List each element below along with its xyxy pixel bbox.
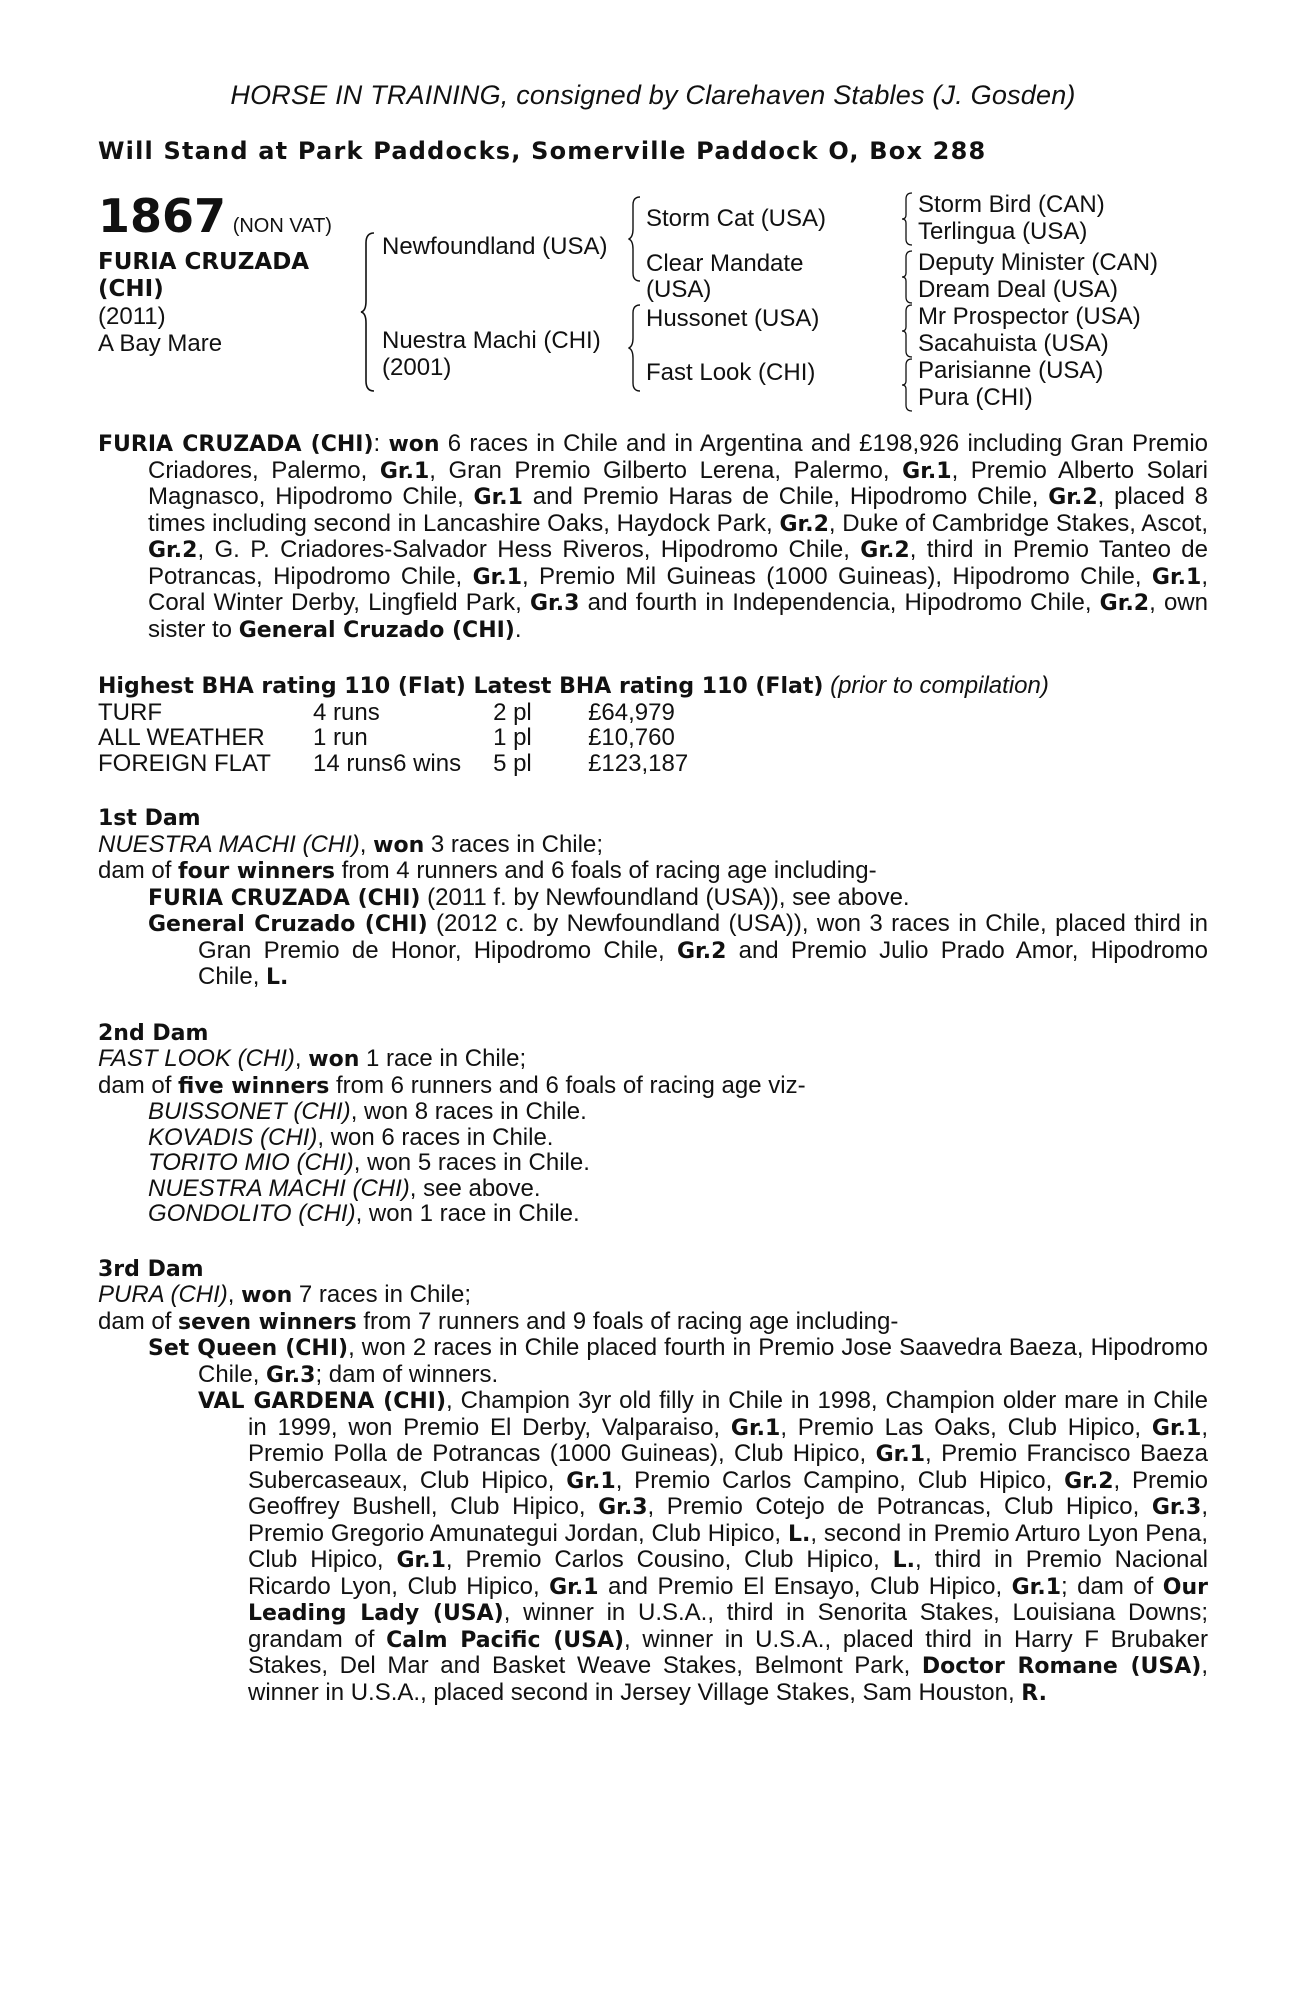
- record-text: , own sister to: [148, 589, 1208, 643]
- progeny-text: ; dam of: [1061, 1572, 1163, 1600]
- progeny-name: Calm Pacific (USA): [386, 1627, 625, 1653]
- progeny-name: Doctor Romane (USA): [921, 1654, 1202, 1679]
- placed-count: 1 pl: [493, 724, 532, 751]
- pedigree-block: [98, 191, 1208, 431]
- catalogue-page: [98, 80, 1208, 1706]
- grade: Gr.3: [529, 591, 580, 616]
- progeny-entry: [98, 1201, 1208, 1227]
- grade: Gr.2: [148, 538, 198, 563]
- pedigree-brace-g3-1: [901, 191, 917, 247]
- runs-count: 4 runs: [313, 698, 380, 726]
- first-dam-heading: 1st Dam: [98, 806, 201, 831]
- third-dam-produce: [98, 1309, 1208, 1336]
- dsd-name: Sacahuista (USA): [918, 330, 1109, 357]
- progeny-text: , won 6 races in Chile.: [317, 1123, 554, 1151]
- grade: Gr.1: [1151, 564, 1202, 590]
- catalogue-body: [98, 431, 1208, 1706]
- dam-year: (2001): [382, 354, 452, 381]
- progeny-text: , Premio Francisco Baeza Subercaseaux, Club Hipico,: [248, 1440, 1208, 1494]
- progeny-text: , winner in U.S.A., third in Senorita Stakes, Louisiana Downs; grandam of: [248, 1599, 1208, 1653]
- vat-status: (NON VAT): [232, 215, 332, 237]
- progeny-text: ; dam of winners.: [315, 1360, 499, 1388]
- grade: Gr.2: [1064, 1468, 1114, 1494]
- surface-label: FOREIGN FLAT: [98, 749, 271, 777]
- horse-year: (2011): [98, 303, 166, 330]
- grade: Gr.1: [730, 1415, 781, 1441]
- pedigree-brace-g3-3: [901, 303, 917, 359]
- second-dam-line: FAST LOOK (CHI), won 1 race in Chile;: [98, 1045, 527, 1072]
- progeny-name: FURIA CRUZADA (CHI): [148, 885, 421, 911]
- record-text: and fourth in Independencia, Hipodromo Chile,: [579, 589, 1100, 616]
- dam-sire: Hussonet (USA): [646, 305, 820, 332]
- surface-label: ALL WEATHER: [98, 724, 265, 751]
- second-dam-produce: [98, 1073, 1208, 1100]
- grade: Gr.1: [549, 1574, 599, 1600]
- earnings-value: £10,760: [588, 724, 675, 751]
- record-text: , Gran Premio Gilberto Lerena, Palermo,: [429, 456, 903, 484]
- rating-note: (prior to compilation): [830, 672, 1049, 699]
- progeny-entry: [98, 885, 1208, 912]
- dam-text: 1 race in Chile;: [359, 1045, 527, 1072]
- progeny-entry: [98, 1099, 1208, 1125]
- progeny-text: , Premio Carlos Campino, Club Hipico,: [615, 1466, 1065, 1494]
- sire-sire: Storm Cat (USA): [646, 205, 827, 232]
- progeny-text: , see above.: [409, 1174, 541, 1202]
- horse-name-line2: (CHI): [98, 276, 164, 302]
- horse-name-bold: FURIA CRUZADA (CHI): [98, 432, 374, 457]
- third-dam-section: [98, 1257, 1208, 1707]
- sire-dam-line1: Clear Mandate: [646, 250, 804, 277]
- progeny-text: , won 5 races in Chile.: [353, 1149, 590, 1176]
- grade: Gr.1: [396, 1548, 446, 1573]
- grade: Gr.1: [1011, 1574, 1062, 1600]
- record-text: , Duke of Cambridge Stakes, Ascot,: [828, 509, 1209, 537]
- progeny-text: , won 2 races in Chile placed fourth in Premio Jose Saavedra Baeza, Hipodromo Chile,: [198, 1334, 1208, 1388]
- sds-name: Deputy Minister (CAN): [918, 249, 1159, 276]
- first-dam-produce: [98, 858, 1208, 885]
- ratings-section: [98, 673, 1208, 776]
- second-dam-heading: 2nd Dam: [98, 1020, 209, 1046]
- grade: Gr.1: [902, 458, 952, 484]
- dam-dam: Fast Look (CHI): [646, 359, 816, 386]
- progeny-text: and Premio El Ensayo, Club Hipico,: [598, 1572, 1012, 1600]
- record-text: , Premio Alberto Solari Magnasco, Hipodromo Chile,: [148, 456, 1209, 510]
- progeny-entry: [98, 1335, 1208, 1388]
- grade: R.: [1021, 1680, 1048, 1706]
- progeny-text: , Premio Cotejo de Potrancas, Club Hipico,: [647, 1493, 1152, 1520]
- dam-name: PURA (CHI): [98, 1281, 228, 1308]
- won-label: won: [388, 432, 440, 457]
- wins-count: [393, 725, 493, 751]
- grade: Gr.3: [598, 1495, 648, 1520]
- sire-name: Newfoundland (USA): [382, 233, 608, 260]
- race-summary-table: [98, 700, 688, 777]
- winners-count: five winners: [178, 1073, 330, 1099]
- dam-text: 3 races in Chile;: [424, 830, 603, 858]
- dss-name: Mr Prospector (USA): [918, 303, 1141, 330]
- surface-label: TURF: [98, 698, 162, 726]
- dam-text: dam of: [98, 1307, 179, 1335]
- ddd-name: Pura (CHI): [918, 384, 1033, 411]
- lot-header: [98, 191, 332, 241]
- progeny-name: TORITO MIO (CHI): [148, 1149, 354, 1176]
- progeny-text: , winner in U.S.A., placed third in Harry F Brubaker Stakes, Del Mar and Basket Weave Stakes, Belmont Park,: [248, 1625, 1208, 1679]
- horse-name-line1: FURIA CRUZADA: [98, 249, 310, 275]
- progeny-text: , Premio Polla de Potrancas (1000 Guineas), Club Hipico,: [248, 1413, 1208, 1467]
- record-text: , Premio Mil Guineas (1000 Guineas), Hipodromo Chile,: [522, 562, 1152, 590]
- runs-count: 1 run: [313, 724, 368, 751]
- race-summary-row: [98, 751, 688, 777]
- second-dam-section: [98, 1021, 1208, 1227]
- progeny-text: , Premio Las Oaks, Club Hipico,: [780, 1413, 1152, 1441]
- winners-count: four winners: [178, 859, 335, 884]
- first-dam-section: [98, 806, 1208, 991]
- grade: Gr.2: [860, 538, 910, 563]
- grade: Gr.2: [1099, 591, 1150, 616]
- progeny-name: VAL GARDENA (CHI): [198, 1389, 447, 1414]
- record-text: .: [514, 615, 522, 643]
- grade: L.: [892, 1548, 916, 1573]
- progeny-entry: [98, 1176, 1208, 1202]
- earnings-value: £64,979: [588, 698, 675, 726]
- grade: Gr.2: [1048, 485, 1098, 510]
- progeny-name: General Cruzado (CHI): [148, 912, 428, 937]
- won-label: won: [373, 832, 425, 858]
- record-text: and Premio Haras de Chile, Hipodromo Chile,: [522, 483, 1049, 510]
- grade: Gr.1: [379, 458, 430, 484]
- progeny-text: , second in Premio Arturo Lyon Pena, Club Hipico,: [248, 1519, 1208, 1573]
- dam-name: FAST LOOK (CHI): [98, 1045, 295, 1072]
- bha-rating: Highest BHA rating 110 (Flat) Latest BHA rating 110 (Flat): [98, 674, 824, 699]
- grade: Gr.2: [676, 938, 727, 964]
- record-text: , G. P. Criadores-Salvador Hess Riveros, Hipodromo Chile,: [197, 536, 861, 563]
- progeny-name: Our Leading Lady (USA): [248, 1574, 1209, 1626]
- earnings-value: £123,187: [588, 749, 689, 777]
- pedigree-brace-main: [360, 231, 380, 393]
- record-text: 6 races in Chile and in Argentina and £198,926 including Gran Premio Criadores, Palermo,: [148, 430, 1208, 484]
- grade: L.: [787, 1521, 811, 1547]
- progeny-text: and Premio Julio Prado Amor, Hipodromo Chile,: [198, 936, 1208, 990]
- dam-text: from 6 runners and 6 foals of racing age viz-: [329, 1071, 806, 1099]
- sdd-name: Dream Deal (USA): [918, 276, 1119, 303]
- third-dam-heading: 3rd Dam: [98, 1256, 204, 1282]
- progeny-text: , won 8 races in Chile.: [350, 1098, 587, 1125]
- dam-text: 7 races in Chile;: [292, 1281, 471, 1308]
- dam-text: dam of: [98, 1071, 179, 1099]
- sire-dam-line2: (USA): [646, 276, 712, 303]
- grade: Gr.3: [266, 1362, 316, 1388]
- lot-number: 1867: [98, 189, 227, 243]
- placed-count: 5 pl: [493, 749, 532, 777]
- runs-count: 14 runs: [313, 749, 394, 777]
- dds-name: Parisianne (USA): [918, 357, 1104, 384]
- grade: Gr.1: [566, 1468, 616, 1494]
- progeny-text: , Premio Gregorio Amunategui Jordan, Club Hipico,: [248, 1493, 1208, 1547]
- sss-name: Storm Bird (CAN): [918, 191, 1105, 218]
- grade: Gr.1: [473, 485, 523, 510]
- winners-count: seven winners: [178, 1309, 357, 1335]
- progeny-text: , Premio Geoffrey Bushell, Club Hipico,: [248, 1466, 1209, 1520]
- grade: Gr.2: [779, 511, 829, 537]
- pedigree-brace-g3-2: [901, 249, 917, 305]
- progeny-text: , won 1 race in Chile.: [355, 1200, 580, 1227]
- grade: Gr.1: [875, 1442, 925, 1467]
- placed-count: 2 pl: [493, 698, 532, 726]
- progeny-entry: [98, 1150, 1208, 1176]
- pedigree-brace-sire: [628, 195, 646, 283]
- stand-location: Will Stand at Park Paddocks, Somerville Paddock O, Box 288: [98, 137, 987, 165]
- progeny-text: , third in Premio Nacional Ricardo Lyon, Club Hipico,: [248, 1546, 1208, 1600]
- progeny-text: (2012 c. by Newfoundland (USA)), won 3 races in Chile, placed third in Gran Premio de Honor, Hipodromo Chile,: [198, 910, 1208, 964]
- racing-record: FURIA CRUZADA (CHI): won 6 races in Chile and in Argentina and £198,926 including Gran Premio Criadores, Palermo, Gr.1, Gran Premio Gilberto Lerena, Palermo, Gr.1, Premio Alberto Solari Magnasco, Hipodromo Chile, Gr.1 and Premio Haras de Chile, Hipodromo Chile, Gr.2, placed 8 times including second in Lancashire Oaks, Haydock Park, Gr.2, Duke of Cambridge Stakes, Ascot, Gr.2, G. P. Criadores-Salvador Hess Riveros, Hipodromo Chile, Gr.2, third in Premio Tanteo de Potrancas, Hipodromo Chile, Gr.1, Premio Mil Guineas (1000 Guineas), Hipodromo Chile, Gr.1, Coral Winter Derby, Lingfield Park, Gr.3 and fourth in Independencia, Hipodromo Chile, Gr.2, own sister to General Cruzado (CHI).: [98, 430, 1209, 643]
- progeny-name: GONDOLITO (CHI): [148, 1200, 356, 1227]
- progeny-text: , winner in U.S.A., placed second in Jersey Village Stakes, Sam Houston,: [248, 1652, 1209, 1706]
- wins-count: 6 wins: [393, 749, 462, 777]
- grade: Gr.1: [1151, 1415, 1202, 1441]
- sibling-name: General Cruzado (CHI): [238, 617, 515, 643]
- progeny-name: BUISSONET (CHI): [148, 1098, 351, 1125]
- dam-text: dam of: [98, 857, 179, 884]
- wins-count: [393, 700, 493, 726]
- race-summary-row: [98, 700, 688, 726]
- progeny-entry: [98, 911, 1208, 991]
- won-label: won: [308, 1047, 360, 1072]
- dam-text: from 4 runners and 6 foals of racing age including-: [334, 857, 877, 884]
- first-dam-line: NUESTRA MACHI (CHI), won 3 races in Chile;: [98, 830, 603, 858]
- pedigree-brace-g3-4: [901, 357, 917, 413]
- grade: Gr.1: [472, 564, 523, 590]
- grade: Gr.3: [1151, 1495, 1202, 1520]
- horse-description: A Bay Mare: [98, 330, 223, 357]
- progeny-text: , Premio Carlos Cousino, Club Hipico,: [445, 1546, 893, 1573]
- ssd-name: Terlingua (USA): [918, 218, 1088, 245]
- race-summary-row: [98, 725, 688, 751]
- bha-rating-line: [98, 673, 1208, 700]
- dam-text: from 7 runners and 9 foals of racing age including-: [356, 1307, 899, 1335]
- pedigree-brace-dam: [628, 303, 646, 393]
- grand-progeny-entry: [98, 1388, 1208, 1706]
- consignment-line: HORSE IN TRAINING, consigned by Clarehaven Stables (J. Gosden): [230, 80, 1076, 110]
- third-dam-line: PURA (CHI), won 7 races in Chile;: [98, 1281, 471, 1308]
- progeny-name: Set Queen (CHI): [148, 1336, 349, 1361]
- progeny-name: KOVADIS (CHI): [148, 1123, 318, 1151]
- record-text: , Coral Winter Derby, Lingfield Park,: [148, 562, 1208, 616]
- progeny-text: (2011 f. by Newfoundland (USA)), see above.: [420, 883, 910, 911]
- dam-name: Nuestra Machi (CHI): [382, 327, 601, 354]
- won-label: won: [241, 1283, 293, 1308]
- record-text: , placed 8 times including second in Lancashire Oaks, Haydock Park,: [148, 483, 1208, 537]
- record-text: , third in Premio Tanteo de Potrancas, Hipodromo Chile,: [148, 536, 1208, 590]
- progeny-entry: [98, 1125, 1208, 1151]
- progeny-text: , Champion 3yr old filly in Chile in 1998, Champion older mare in Chile in 1999, won Premio El Derby, Valparaiso,: [248, 1387, 1208, 1441]
- grade: L.: [266, 965, 289, 990]
- dam-name: NUESTRA MACHI (CHI): [98, 830, 360, 858]
- progeny-name: NUESTRA MACHI (CHI): [148, 1174, 410, 1202]
